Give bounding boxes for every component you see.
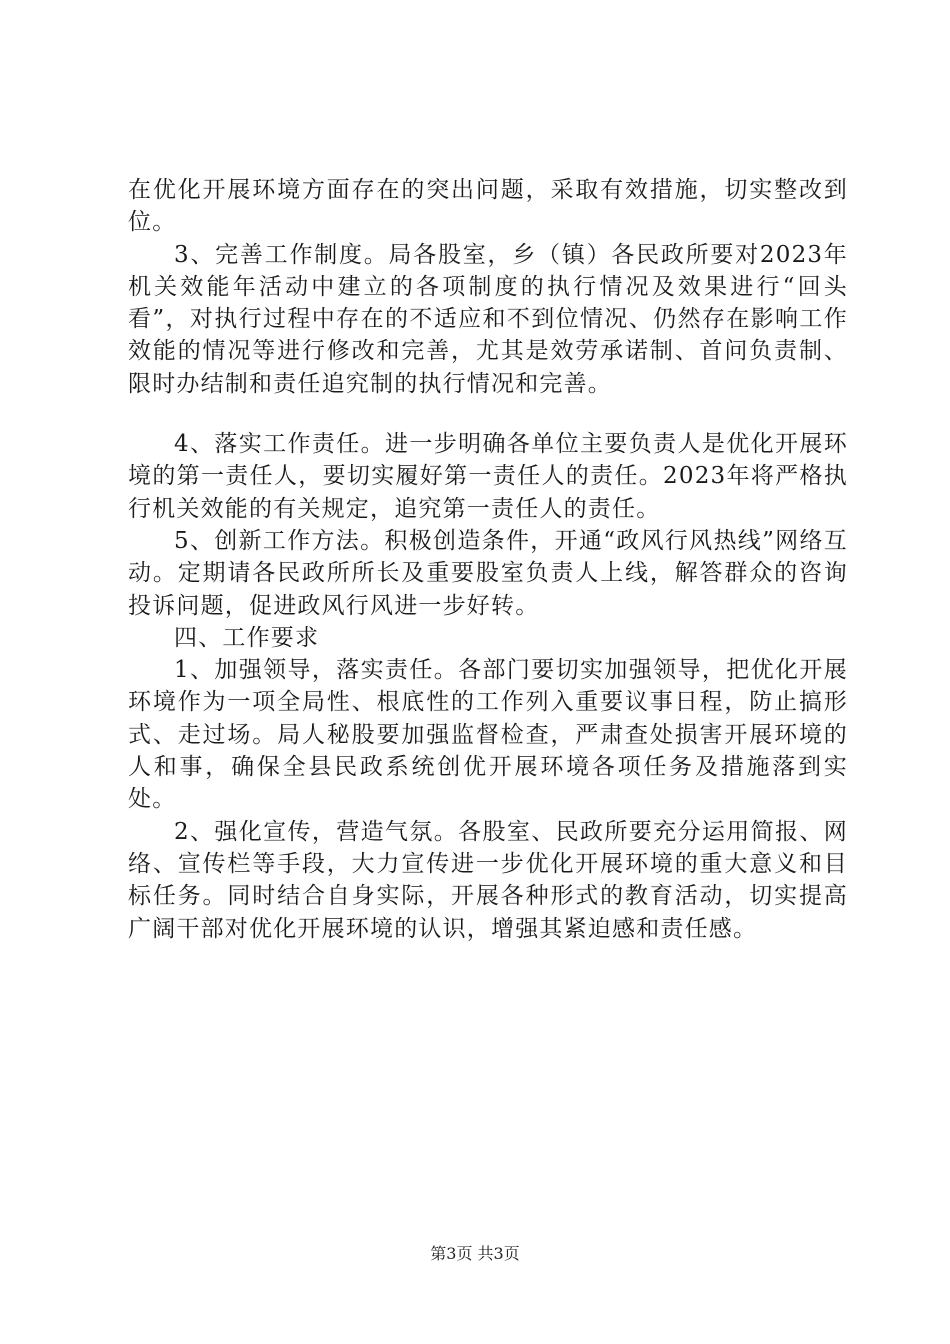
paragraph-requirement-1: 1、加强领导，落实责任。各部门要切实加强领导，把优化开展环境作为一项全局性、根底性的工作列入重要议事日程，防止搞形式、走过场。局人秘股要加强监督检查，严肃查处损害开展环境的人和事，确保全县民政系统创优开展环境各项任务及措施落到实处。	[128, 657, 848, 813]
paragraph-continuation: 在优化开展环境方面存在的突出问题，采取有效措施，切实整改到位。	[128, 177, 848, 236]
document-body	[128, 174, 848, 945]
paragraph-item-5: 5、创新工作方法。积极创造条件，开通“政风行风热线”网络互动。定期请各民政所所长及重要股室负责人上线，解答群众的咨询投诉问题，促进政风行风进一步好转。	[128, 527, 848, 619]
section-heading: 四、工作要求	[174, 624, 320, 651]
page-footer: 第3页 共3页	[430, 1244, 520, 1263]
paragraph-requirement-2: 2、强化宣传，营造气氛。各股室、民政所要充分运用简报、网络、宣传栏等手段，大力宣传进一步优化开展环境的重大意义和目标任务。同时结合自身实际，开展各种形式的教育活动，切实提高广阔干部对优化开展环境的认识，增强其紧迫感和责任感。	[128, 818, 848, 942]
paragraph-spacer	[128, 400, 848, 428]
paragraph-item-4: 4、落实工作责任。进一步明确各单位主要负责人是优化开展环境的第一责任人，要切实履好第一责任人的责任。2023年将严格执行机关效能的有关规定，追究第一责任人的责任。	[128, 431, 848, 522]
paragraph-item-3: 3、完善工作制度。局各股室，乡（镇）各民政所要对2023年机关效能年活动中建立的各项制度的执行情况及效果进行“回头看”，对执行过程中存在的不适应和不到位情况、仍然存在影响工作效能的情况等进行修改和完善，尤其是效劳承诺制、首问负责制、限时办结制和责任追究制的执行情况和完善。	[128, 241, 848, 397]
